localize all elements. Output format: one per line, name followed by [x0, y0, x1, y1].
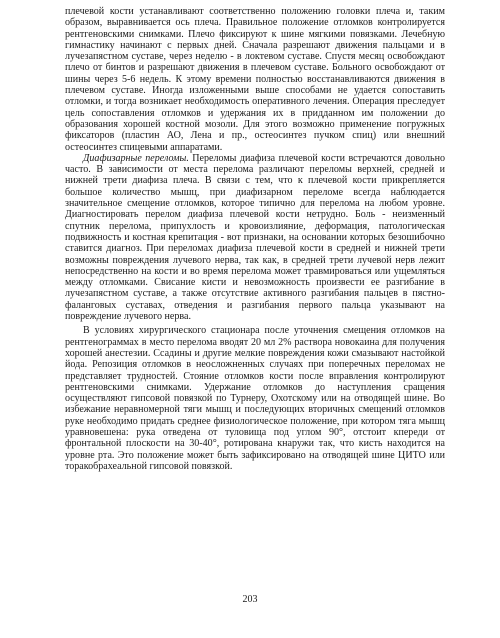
paragraph-diaphyseal-fractures: Диафизарные переломы. Переломы диафиза плечевой кости встречаются довольно часто. В зависимости от места перелома различают переломы верхней, средней и нижней трети диафиза плеча. В связи с тем, что к плечевой кости прикрепляется большое количество мышц, при диафизарном переломе всегда наблюдается значительное смещение отломков, которое типично для перелома на любом уровне. Диагностировать перелом диафиза плечевой кости нетрудно. Боль - неизменный спутник перелома, припухлость и кровоизлияние, деформация, патологическая подвижность и костная крепитация - вот признаки, на основании которых безошибочно ставится диагноз. При переломах диафиза плечевой кости в средней и нижней трети возможны повреждения лучевого нерва, так как, в средней трети лучевой нерв лежит непосредственно на кости и во время перелома может травмироваться или ущемляться между отломками. Свисание кисти и невозможность произвести ее разгибание в лучезапястном суставе, а также отсутствие активного разгибания пальцев в пястно-фаланговых суставах, отведения и разгибания первого пальца указывают на повреждение лучевого нерва. [65, 152, 445, 323]
page-number: 203 [242, 594, 258, 605]
paragraph-hospital-treatment: В условиях хирургического стационара после уточнения смещения отломков на рентгенограммах в место перелома вводят 20 мл 2% раствора новокаина для получения хорошей анестезии. Ссадины и другие мелкие повреждения кожи смазывают настойкой йода. Репозиция отломков в неосложненных случаях при поперечных переломах не представляет трудностей. Стояние отломков кости после вправления контролируют рентгеновскими снимками. Удержание отломков до наступления сращения осуществляют гипсовой повязкой по Турнеру, Охотскому или на отводящей шине. Во избежание неравномерной тяги мышц и последующих вторичных смещений отломков руке необходимо придать среднее физиологическое положение, при котором тяга мышц уравновешена: рука отведена от туловища под углом 90°, отстоит кпереди от фронтальной плоскости на 30-40°, ротирована кнаружи так, что кисть находится на уровне рта. Это положение может быть зафиксировано на отводящей шине ЦИТО или торакобрахеальной гипсовой повязкой. [65, 325, 445, 472]
body-text [65, 6, 445, 472]
paragraph-continuation: плечевой кости устанавливают соответственно положению головки плеча и, таким образом, выравнивается ось плеча. Правильное положение отломков контролируется рентгеновскими снимками. Плечо фиксируют к шине мягкими повязками. Лечебную гимнастику начинают с первых дней. Сначала разрешают движения пальцами и в лучезапястном суставе, через неделю - в локтевом суставе. Спустя месяц освобождают плечо от бинтов и разрешают движения в плечевом суставе. Больного освобождают от шины через 5-6 недель. К этому времени полностью восстанавливаются движения в плечевом суставе. Иногда изложенными выше способами не удается сопоставить отломки, и тогда возникает необходимость оперативного лечения. Операция преследует цель сопоставления отломков и удержания их в придданном им положении до образования хорошей костной мозоли. Для этого возможно применение погружных фиксаторов (пластин АО, Лена и пр., остеосинтез пучком спиц) или внешний остеосинтез спицевыми аппаратами. [65, 6, 445, 153]
section-heading-diaphyseal-fractures: Диафизарные переломы. [83, 152, 189, 164]
